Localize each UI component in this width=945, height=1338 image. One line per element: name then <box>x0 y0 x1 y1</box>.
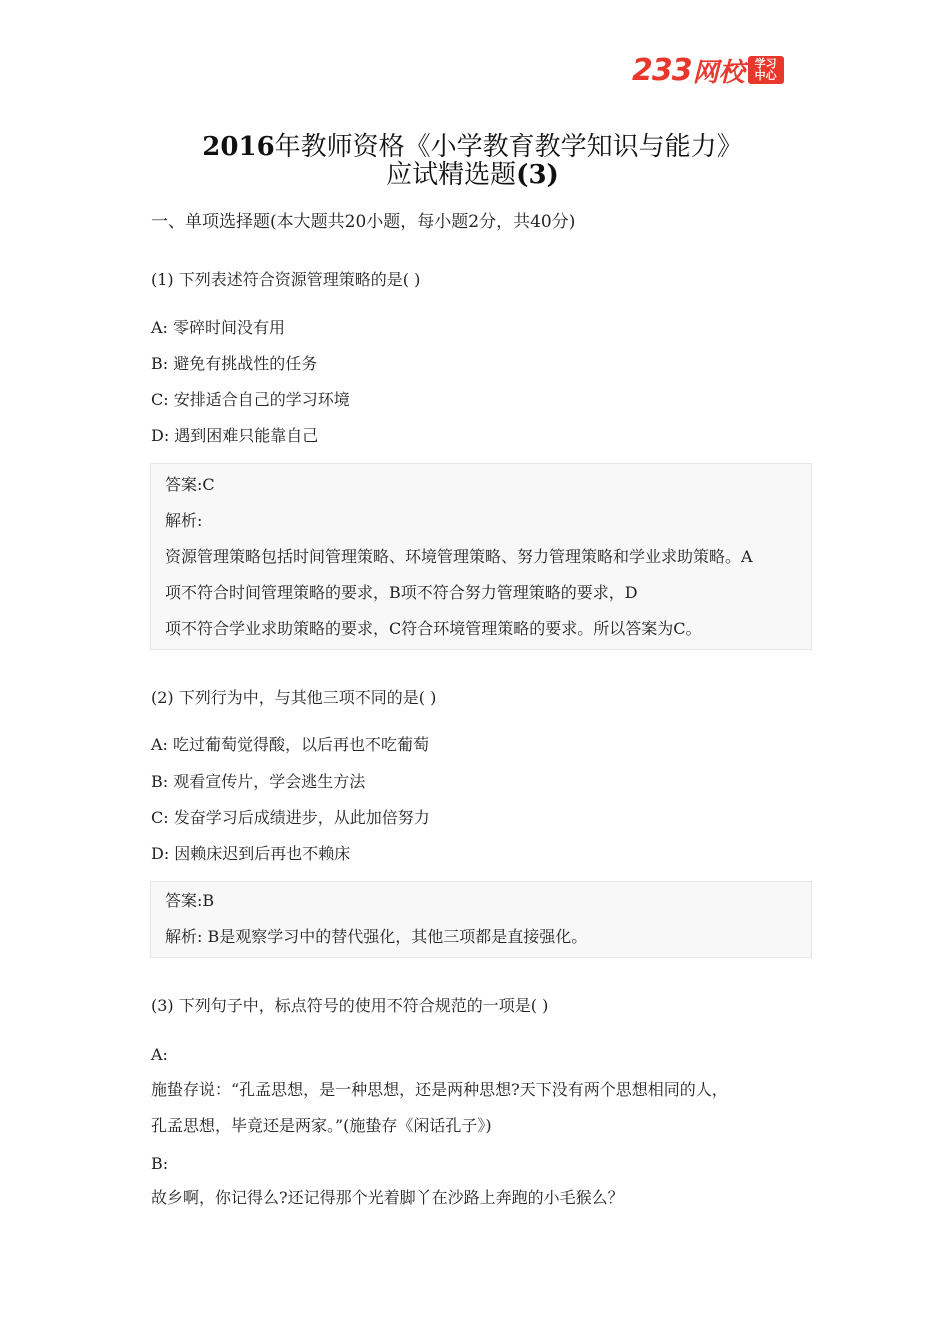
page-title-line-1 <box>0 132 945 162</box>
question-1-option-d: D: 遇到困难只能靠自己 <box>151 426 319 445</box>
question-1-answer: 答案:C <box>165 475 215 494</box>
question-3-option-a-label: A: <box>151 1045 168 1064</box>
question-2-option-c: C: 发奋学习后成绩进步，从此加倍努力 <box>151 808 430 827</box>
question-3-option-a-line-1: 施蛰存说：“孔孟思想，是一种思想，还是两种思想?天下没有两个思想相同的人， <box>151 1080 728 1099</box>
question-1-analysis-line-3: 项不符合学业求助策略的要求，C符合环境管理策略的要求。所以答案为C。 <box>165 619 702 638</box>
question-2-option-a: A: 吃过葡萄觉得酸，以后再也不吃葡萄 <box>151 735 430 754</box>
question-3-option-b-label: B: <box>151 1154 169 1173</box>
question-2-answer: 答案:B <box>165 891 215 910</box>
section-heading: 一、单项选择题(本大题共20小题，每小题2分，共40分) <box>151 212 576 232</box>
question-1-stem: (1) 下列表述符合资源管理策略的是( ) <box>151 270 421 289</box>
question-3-stem: (3) 下列句子中，标点符号的使用不符合规范的一项是( ) <box>151 996 549 1015</box>
question-2-answer-box <box>150 881 812 958</box>
question-1-answer-box <box>150 463 812 650</box>
brand-logo <box>632 52 784 88</box>
logo-badge <box>748 56 784 84</box>
title-line-1-text: 年教师资格《小学教育教学知识与能力》 <box>274 132 743 162</box>
question-1-analysis-line-1: 资源管理策略包括时间管理策略、环境管理策略、努力管理策略和学业求助策略。A <box>165 547 753 566</box>
logo-badge-top: 学习 <box>754 57 777 70</box>
title-year: 2016 <box>202 132 275 162</box>
logo-badge-bottom: 中心 <box>754 69 777 82</box>
question-3-option-b-line-1: 故乡啊，你记得么?还记得那个光着脚丫在沙路上奔跑的小毛猴么？ <box>151 1188 624 1207</box>
question-3-option-a-line-2: 孔孟思想，毕竟还是两家。”(施蛰存《闲话孔子》) <box>151 1116 492 1135</box>
logo-number: 233 <box>632 52 692 88</box>
question-1-analysis-line-2: 项不符合时间管理策略的要求，B项不符合努力管理策略的要求，D <box>165 583 638 602</box>
logo-text: 网校 <box>692 57 745 88</box>
question-1-option-c: C: 安排适合自己的学习环境 <box>151 390 350 409</box>
question-2-analysis: 解析: B是观察学习中的替代强化，其他三项都是直接强化。 <box>165 927 588 946</box>
question-1-option-b: B: 避免有挑战性的任务 <box>151 354 318 373</box>
question-2-option-d: D: 因赖床迟到后再也不赖床 <box>151 844 351 863</box>
question-2-option-b: B: 观看宣传片，学会逃生方法 <box>151 772 366 791</box>
title-line-2-text: 应试精选题 <box>386 160 517 190</box>
question-1-option-a: A: 零碎时间没有用 <box>151 318 286 337</box>
page-title-line-2 <box>0 160 945 190</box>
question-2-stem: (2) 下列行为中，与其他三项不同的是( ) <box>151 688 437 707</box>
question-1-analysis-label: 解析: <box>165 511 203 530</box>
title-number: (3) <box>516 160 559 190</box>
